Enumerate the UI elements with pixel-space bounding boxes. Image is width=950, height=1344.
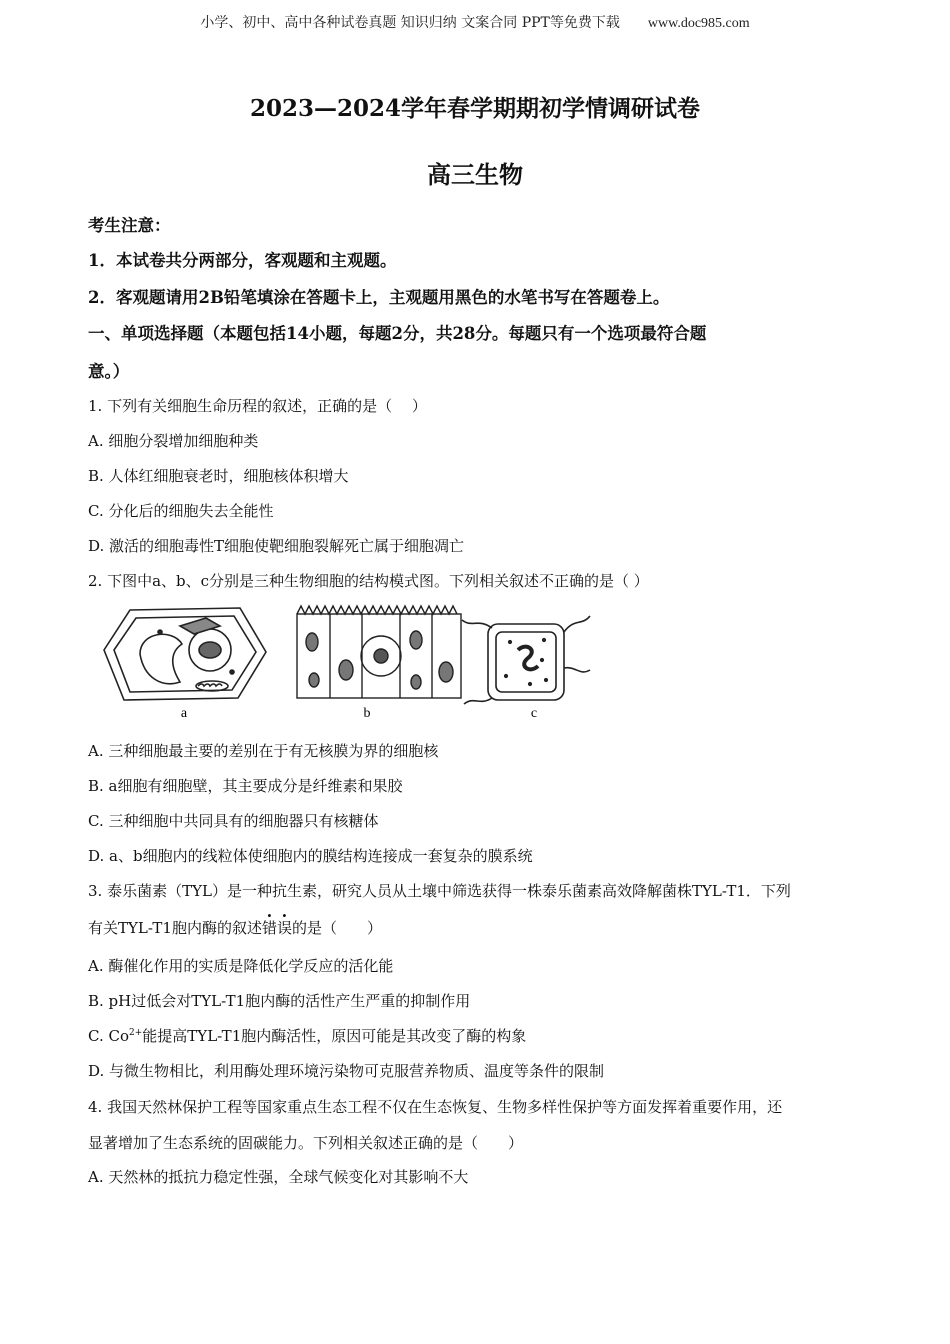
q1-option-d: D. 激活的细胞毒性T细胞使靶细胞裂解死亡属于细胞凋亡 bbox=[88, 537, 465, 555]
q3-option-c-post: 能提高TYL-T1胞内酶活性，原因可能是其改变了酶的构象 bbox=[142, 1027, 527, 1045]
q3-option-a: A. 酶催化作用的实质是降低化学反应的活化能 bbox=[88, 957, 394, 975]
notice-item-2: 2．客观题请用2B铅笔填涂在答题卡上，主观题用黑色的水笔书写在答题卷上。 bbox=[88, 288, 670, 307]
q1-option-b: B. 人体红细胞衰老时，细胞核体积增大 bbox=[88, 467, 349, 485]
q3-emphasis-char-1: 错 bbox=[261, 919, 277, 937]
q1-option-c: C. 分化后的细胞失去全能性 bbox=[88, 502, 274, 520]
figure-label-b: b bbox=[363, 706, 371, 721]
q4-stem-line2: 显著增加了生态系统的固碳能力。下列相关叙述正确的是（ ） bbox=[88, 1134, 524, 1152]
header-url[interactable]: www.doc985.com bbox=[647, 16, 750, 31]
section-heading-line1: 一、单项选择题（本题包括14小题，每题2分，共28分。每题只有一个选项最符合题 bbox=[88, 324, 707, 343]
notice-item-1: 1．本试卷共分两部分，客观题和主观题。 bbox=[88, 251, 397, 270]
q3-stem-line2 bbox=[88, 917, 870, 938]
q3-stem-line2-pre: 有关TYL-T1胞内酶的叙述 bbox=[88, 919, 262, 937]
q2-option-b: B. a细胞有细胞壁，其主要成分是纤维素和果胶 bbox=[88, 777, 403, 795]
q1-option-a: A. 细胞分裂增加细胞种类 bbox=[88, 432, 259, 450]
q3-option-c-superscript: 2+ bbox=[129, 1028, 143, 1038]
page-header bbox=[0, 12, 950, 32]
figure-label-c: c bbox=[530, 706, 538, 721]
exam-subtitle: 高三生物 bbox=[427, 160, 523, 189]
q3-option-b: B. pH过低会对TYL-T1胞内酶的活性产生严重的抑制作用 bbox=[88, 992, 471, 1010]
q3-stem-line2-post: 的是（ ） bbox=[291, 919, 382, 937]
notice-heading: 考生注意： bbox=[88, 216, 171, 235]
q4-stem-line1: 4. 我国天然林保护工程等国家重点生态工程不仅在生态恢复、生物多样性保护等方面发挥着重要作用，还 bbox=[88, 1098, 783, 1116]
header-text: 小学、初中、高中各种试卷真题 知识归纳 文案合同 PPT等免费下载 bbox=[200, 15, 620, 31]
q2-stem: 2. 下图中a、b、c分别是三种生物细胞的结构模式图。下列相关叙述不正确的是（ ） bbox=[88, 572, 649, 590]
q3-stem-line1: 3. 泰乐菌素（TYL）是一种抗生素，研究人员从土壤中筛选获得一株泰乐菌素高效降解菌株TYL-T1．下列 bbox=[88, 882, 791, 900]
q4-option-a: A. 天然林的抵抗力稳定性强，全球气候变化对其影响不大 bbox=[88, 1168, 469, 1186]
q2-option-c: C. 三种细胞中共同具有的细胞器只有核糖体 bbox=[88, 812, 379, 830]
q3-option-c-pre: C. Co bbox=[88, 1027, 129, 1045]
q2-option-d: D. a、b细胞内的线粒体使细胞内的膜结构连接成一套复杂的膜系统 bbox=[88, 847, 533, 865]
bacterial-cell-diagram bbox=[462, 616, 590, 704]
figure-label-a: a bbox=[180, 706, 188, 721]
q1-stem: 1. 下列有关细胞生命历程的叙述，正确的是（ ） bbox=[88, 397, 427, 415]
q3-option-d: D. 与微生物相比，利用酶处理环境污染物可克服营养物质、温度等条件的限制 bbox=[88, 1062, 605, 1080]
plant-cell-diagram bbox=[104, 608, 266, 700]
section-heading-line2: 意。） bbox=[88, 362, 130, 381]
exam-title: 2023—2024学年春学期期初学情调研试卷 bbox=[249, 95, 701, 122]
cell-diagram-figure bbox=[100, 602, 600, 727]
q3-emphasis-char-2: 误 bbox=[276, 919, 292, 937]
q2-option-a: A. 三种细胞最主要的差别在于有无核膜为界的细胞核 bbox=[88, 742, 439, 760]
animal-cell-diagram bbox=[297, 606, 461, 698]
q3-option-c bbox=[88, 1025, 870, 1046]
